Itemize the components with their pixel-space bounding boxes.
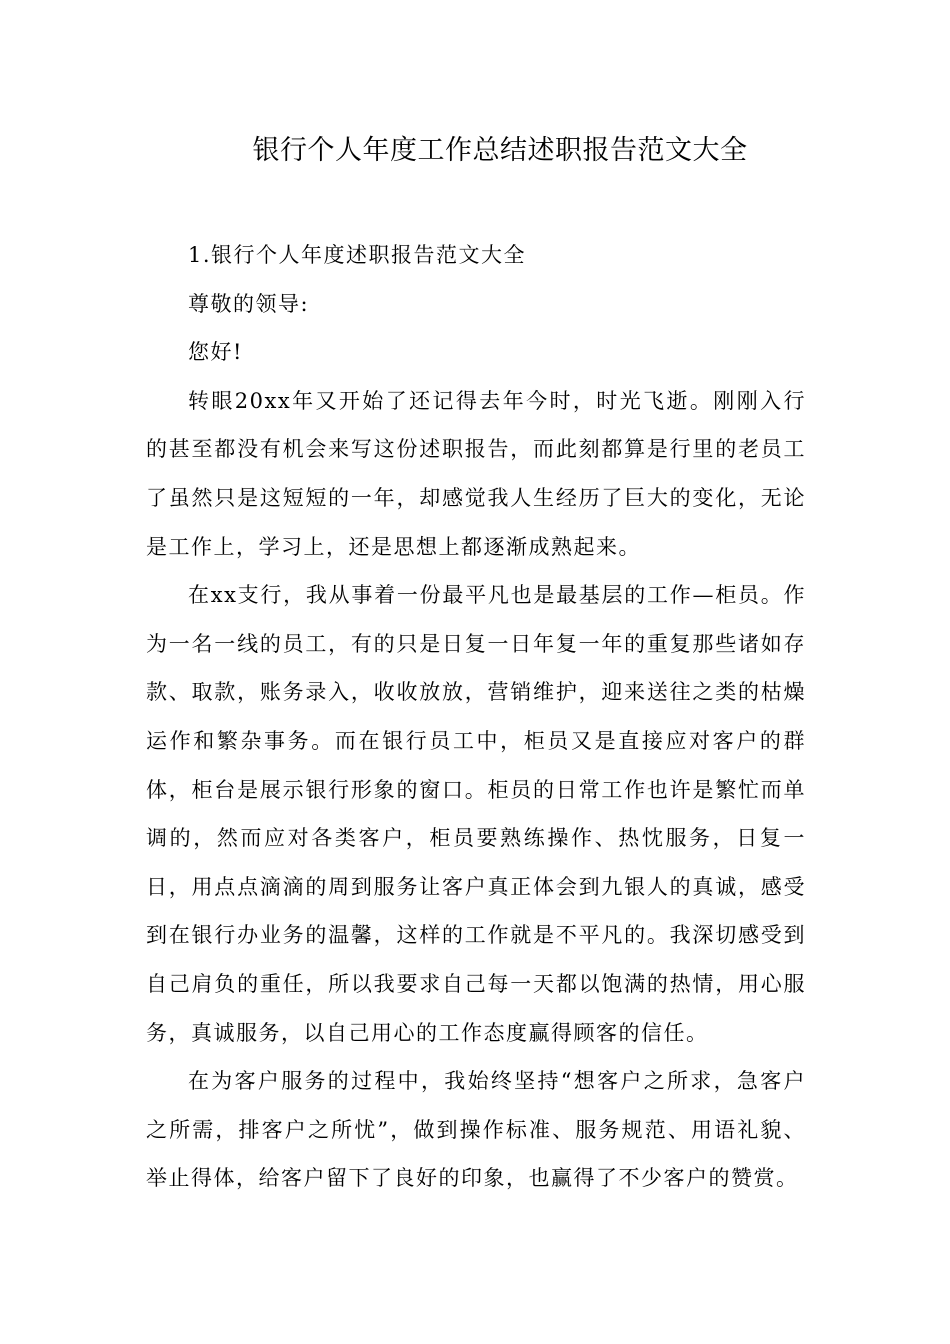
body-paragraph: 在xx支行，我从事着一份最平凡也是最基层的工作—柜员。作为一名一线的员工，有的只是日复一日年复一年的重复那些诸如存款、取款，账务录入，收收放放，营销维护，迎来送往之类的枯燥运作和繁杂事务。而在银行员工中，柜员又是直接应对客户的群体，柜台是展示银行形象的窗口。柜员的日常工作也许是繁忙而单调的，然而应对各类客户，柜员要熟练操作、热忱服务，日复一日，用点点滴滴的周到服务让客户真正体会到九银人的真诚，感受到在银行办业务的温馨，这样的工作就是不平凡的。我深切感受到自己肩负的重任，所以我要求自己每一天都以饱满的热情，用心服务，真诚服务，以自己用心的工作态度赢得顾客的信任。 xyxy=(146,583,806,1045)
document-body xyxy=(146,231,806,1203)
greeting: 您好! xyxy=(188,340,243,365)
body-paragraph: 在为客户服务的过程中，我始终坚持“想客户之所求，急客户之所需，排客户之所忧”，做到操作标准、服务规范、用语礼貌、举止得体，给客户留下了良好的印象，也赢得了不少客户的赞赏。 xyxy=(146,1069,806,1191)
section-heading: 1.银行个人年度述职报告范文大全 xyxy=(188,243,527,267)
document-title: 银行个人年度工作总结述职报告范文大全 xyxy=(252,135,748,166)
salutation: 尊敬的领导: xyxy=(188,291,310,316)
body-paragraph: 转眼20xx年又开始了还记得去年今时，时光飞逝。刚刚入行的甚至都没有机会来写这份述职报告，而此刻都算是行里的老员工了虽然只是这短短的一年，却感觉我人生经历了巨大的变化，无论是工作上，学习上，还是思想上都逐渐成熟起来。 xyxy=(146,388,806,559)
